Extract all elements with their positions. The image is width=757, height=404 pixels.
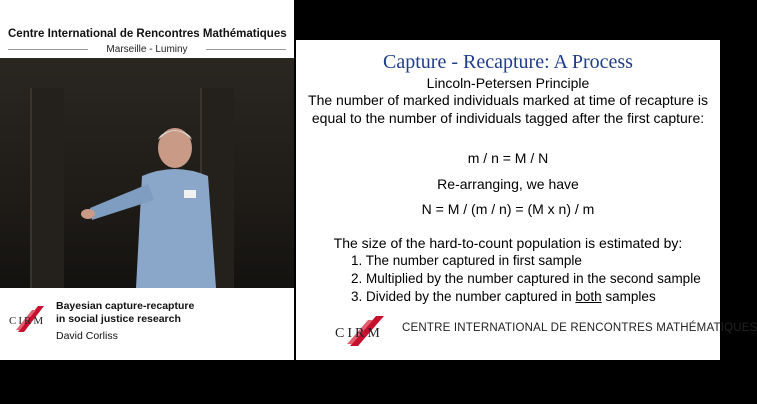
talk-title-line-2: in social justice research xyxy=(56,313,181,325)
slide-subtitle: Lincoln-Petersen Principle xyxy=(426,75,590,91)
list-item xyxy=(351,289,656,304)
emphasized-word: both xyxy=(575,289,602,304)
header-subtitle: Marseille - Luminy xyxy=(106,44,188,55)
intro-line-2: equal to the number of individuals tagged after the first capture: xyxy=(311,110,705,126)
talk-title-line-1: Bayesian capture-recapture xyxy=(56,300,195,312)
speaker-figure xyxy=(120,128,230,288)
formula-estimate: N = M / (m / n) = (M x n) / m xyxy=(421,201,595,217)
list-item-prefix: 3. Divided by the number captured in xyxy=(351,289,576,304)
cirm-name: CENTRE INTERNATIONAL DE RENCONTRES MATHÉMATIQUES xyxy=(402,322,757,334)
header-divider-right xyxy=(206,49,286,50)
svg-text:CIRM: CIRM xyxy=(9,315,46,327)
list-item: 1. The number captured in first sample xyxy=(351,253,582,268)
header-title: Centre International de Rencontres Mathématiques xyxy=(8,28,287,40)
rearrange-text: Re-arranging, we have xyxy=(437,176,579,192)
video-footer xyxy=(0,288,294,360)
list-item: 2. Multiplied by the number captured in the second sample xyxy=(351,271,701,286)
svg-text:CIRM: CIRM xyxy=(335,326,383,341)
video-header xyxy=(0,0,294,58)
intro-line-1: The number of marked individuals marked at time of recapture is xyxy=(308,92,708,108)
formula-proportion: m / n = M / N xyxy=(467,150,549,166)
cirm-logo xyxy=(8,304,54,334)
slide-title: Capture - Recapture: A Process xyxy=(383,51,633,73)
speaker-name: David Corliss xyxy=(56,330,118,342)
speaker-video xyxy=(0,58,294,288)
talk-title xyxy=(56,300,194,326)
wall-panel xyxy=(30,88,64,288)
list-item-suffix: samples xyxy=(601,289,656,304)
presentation-slide xyxy=(296,40,757,360)
estimate-intro: The size of the hard-to-count population is estimated by: xyxy=(333,235,683,251)
cirm-logo xyxy=(334,314,398,348)
